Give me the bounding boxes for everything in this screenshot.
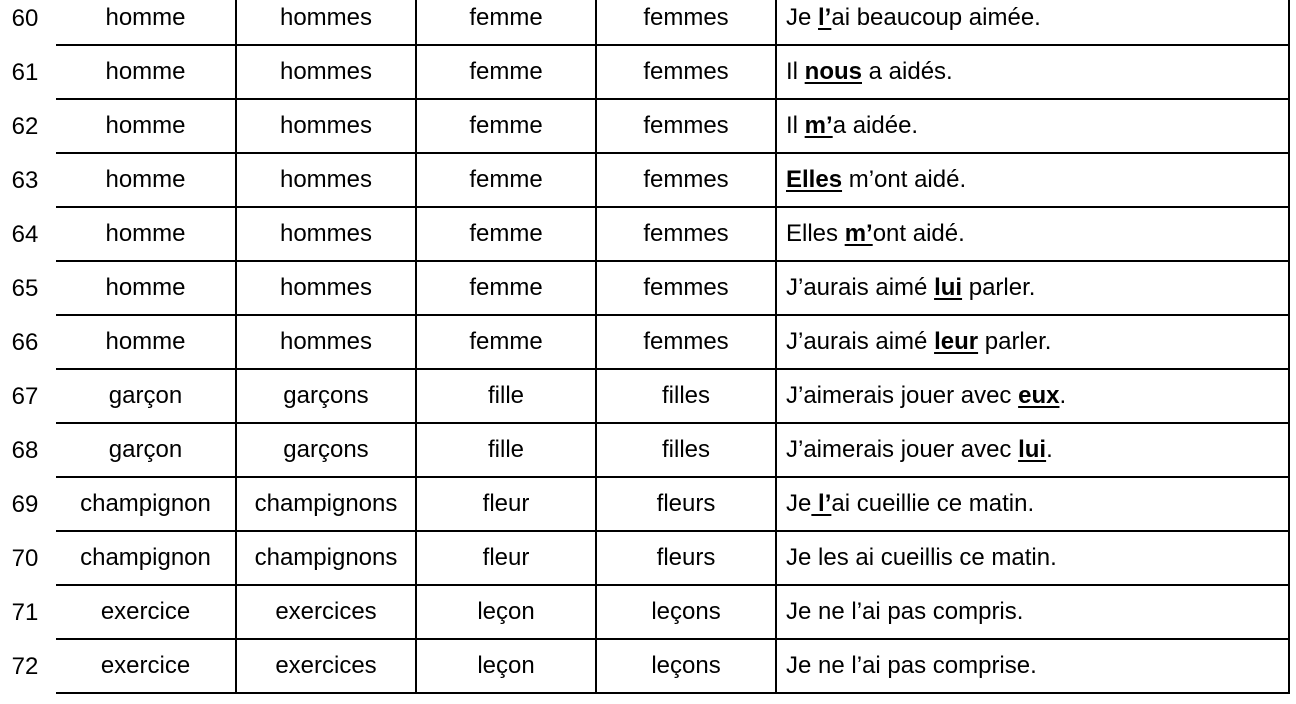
fem-singular-cell: femme [417, 316, 597, 370]
table-row [0, 154, 1296, 208]
fem-singular-cell: femme [417, 100, 597, 154]
sentence-suffix: a aidée. [832, 112, 919, 139]
table-row [0, 262, 1296, 316]
table-row [0, 100, 1296, 154]
sentence-suffix: parler. [962, 274, 1036, 301]
sentence-cell [777, 208, 1290, 262]
sentence-suffix: a aidés. [862, 58, 953, 85]
fem-singular-cell: femme [417, 46, 597, 100]
highlighted-pronoun: leur [934, 328, 979, 355]
fem-plural-cell: femmes [597, 0, 777, 46]
sentence-suffix: ont aidé. [872, 220, 965, 247]
highlighted-pronoun: m’ [844, 220, 873, 247]
masc-plural-cell: champignons [237, 478, 417, 532]
sentence-cell [777, 0, 1290, 46]
masc-singular-cell: homme [56, 0, 237, 46]
fem-singular-cell: fleur [417, 478, 597, 532]
masc-singular-cell: exercice [56, 586, 237, 640]
table-row [0, 586, 1296, 640]
fem-singular-cell: femme [417, 208, 597, 262]
masc-singular-cell: garçon [56, 424, 237, 478]
table-row [0, 316, 1296, 370]
row-number: 62 [11, 113, 39, 140]
sentence-prefix: Il [786, 58, 805, 85]
table-row [0, 640, 1296, 694]
highlighted-pronoun: lui [934, 274, 963, 301]
sentence-cell [777, 478, 1290, 532]
sentence-cell [777, 424, 1290, 478]
fem-singular-cell: leçon [417, 586, 597, 640]
sentence-prefix: J’aimerais jouer avec [786, 436, 1019, 463]
fem-singular-cell: fille [417, 424, 597, 478]
sentence-suffix: parler. [978, 328, 1052, 355]
table-row [0, 532, 1296, 586]
sentence-prefix: Je [786, 490, 812, 517]
sentence-suffix: m’ont aidé. [842, 166, 967, 193]
sentence-prefix: Je les ai cueillis ce matin. [786, 544, 1057, 571]
masc-plural-cell: garçons [237, 370, 417, 424]
masc-plural-cell: garçons [237, 424, 417, 478]
fem-singular-cell: femme [417, 0, 597, 46]
table-row [0, 46, 1296, 100]
masc-singular-cell: homme [56, 316, 237, 370]
row-number: 65 [11, 275, 39, 302]
masc-singular-cell: exercice [56, 640, 237, 694]
highlighted-pronoun: l’ [818, 4, 832, 31]
fem-plural-cell: leçons [597, 640, 777, 694]
fem-plural-cell: femmes [597, 208, 777, 262]
masc-plural-cell: hommes [237, 0, 417, 46]
fem-plural-cell: leçons [597, 586, 777, 640]
row-number: 66 [11, 329, 39, 356]
masc-singular-cell: homme [56, 154, 237, 208]
fem-plural-cell: femmes [597, 46, 777, 100]
sentence-suffix: ai beaucoup aimée. [831, 4, 1041, 31]
row-number: 70 [11, 545, 39, 572]
masc-singular-cell: homme [56, 46, 237, 100]
fem-plural-cell: filles [597, 424, 777, 478]
sentence-cell [777, 46, 1290, 100]
fem-plural-cell: fleurs [597, 478, 777, 532]
sentence-prefix: J’aurais aimé [786, 328, 935, 355]
row-number: 67 [11, 383, 39, 410]
masc-plural-cell: hommes [237, 316, 417, 370]
masc-plural-cell: hommes [237, 208, 417, 262]
table-row [0, 424, 1296, 478]
row-number: 68 [11, 437, 39, 464]
fem-singular-cell: fleur [417, 532, 597, 586]
masc-singular-cell: homme [56, 100, 237, 154]
sentence-cell [777, 154, 1290, 208]
masc-singular-cell: champignon [56, 478, 237, 532]
highlighted-pronoun: l’ [811, 490, 832, 517]
masc-singular-cell: homme [56, 262, 237, 316]
row-number: 61 [11, 59, 39, 86]
sentence-cell [777, 370, 1290, 424]
sentence-cell [777, 640, 1290, 694]
sentence-prefix: Je ne l’ai pas compris. [786, 598, 1024, 625]
fem-singular-cell: fille [417, 370, 597, 424]
row-number: 63 [11, 167, 39, 194]
masc-singular-cell: champignon [56, 532, 237, 586]
fem-singular-cell: leçon [417, 640, 597, 694]
row-number: 60 [11, 5, 39, 32]
sentence-cell [777, 316, 1290, 370]
sentence-prefix: J’aimerais jouer avec [786, 382, 1019, 409]
sentence-cell [777, 586, 1290, 640]
sentence-cell [777, 532, 1290, 586]
fem-plural-cell: fleurs [597, 532, 777, 586]
masc-plural-cell: hommes [237, 100, 417, 154]
fem-singular-cell: femme [417, 262, 597, 316]
fem-plural-cell: femmes [597, 100, 777, 154]
masc-plural-cell: hommes [237, 46, 417, 100]
sentence-suffix: . [1059, 382, 1067, 409]
masc-singular-cell: garçon [56, 370, 237, 424]
table-row [0, 0, 1296, 46]
fem-plural-cell: femmes [597, 154, 777, 208]
sentence-cell [777, 262, 1290, 316]
sentence-prefix: Elles [786, 220, 845, 247]
masc-plural-cell: exercices [237, 586, 417, 640]
masc-singular-cell: homme [56, 208, 237, 262]
highlighted-pronoun: Elles [786, 166, 843, 193]
masc-plural-cell: hommes [237, 262, 417, 316]
table-row [0, 370, 1296, 424]
sentence-prefix: J’aurais aimé [786, 274, 935, 301]
masc-plural-cell: champignons [237, 532, 417, 586]
sentence-suffix: ai cueillie ce matin. [831, 490, 1035, 517]
fem-plural-cell: femmes [597, 316, 777, 370]
sentence-prefix: Je ne l’ai pas comprise. [786, 652, 1037, 679]
row-number: 64 [11, 221, 39, 248]
row-number: 72 [11, 653, 39, 680]
row-number: 69 [11, 491, 39, 518]
sentence-suffix: . [1046, 436, 1053, 463]
highlighted-pronoun: lui [1018, 436, 1047, 463]
sentence-prefix: Il [786, 112, 805, 139]
table-row [0, 208, 1296, 262]
highlighted-pronoun: nous [804, 58, 862, 85]
highlighted-pronoun: m’ [804, 112, 833, 139]
highlighted-pronoun: eux [1018, 382, 1060, 409]
masc-plural-cell: hommes [237, 154, 417, 208]
sentence-prefix: Je [786, 4, 819, 31]
fem-plural-cell: femmes [597, 262, 777, 316]
fem-singular-cell: femme [417, 154, 597, 208]
row-number: 71 [11, 599, 39, 626]
masc-plural-cell: exercices [237, 640, 417, 694]
sentence-cell [777, 100, 1290, 154]
table-row [0, 478, 1296, 532]
fem-plural-cell: filles [597, 370, 777, 424]
